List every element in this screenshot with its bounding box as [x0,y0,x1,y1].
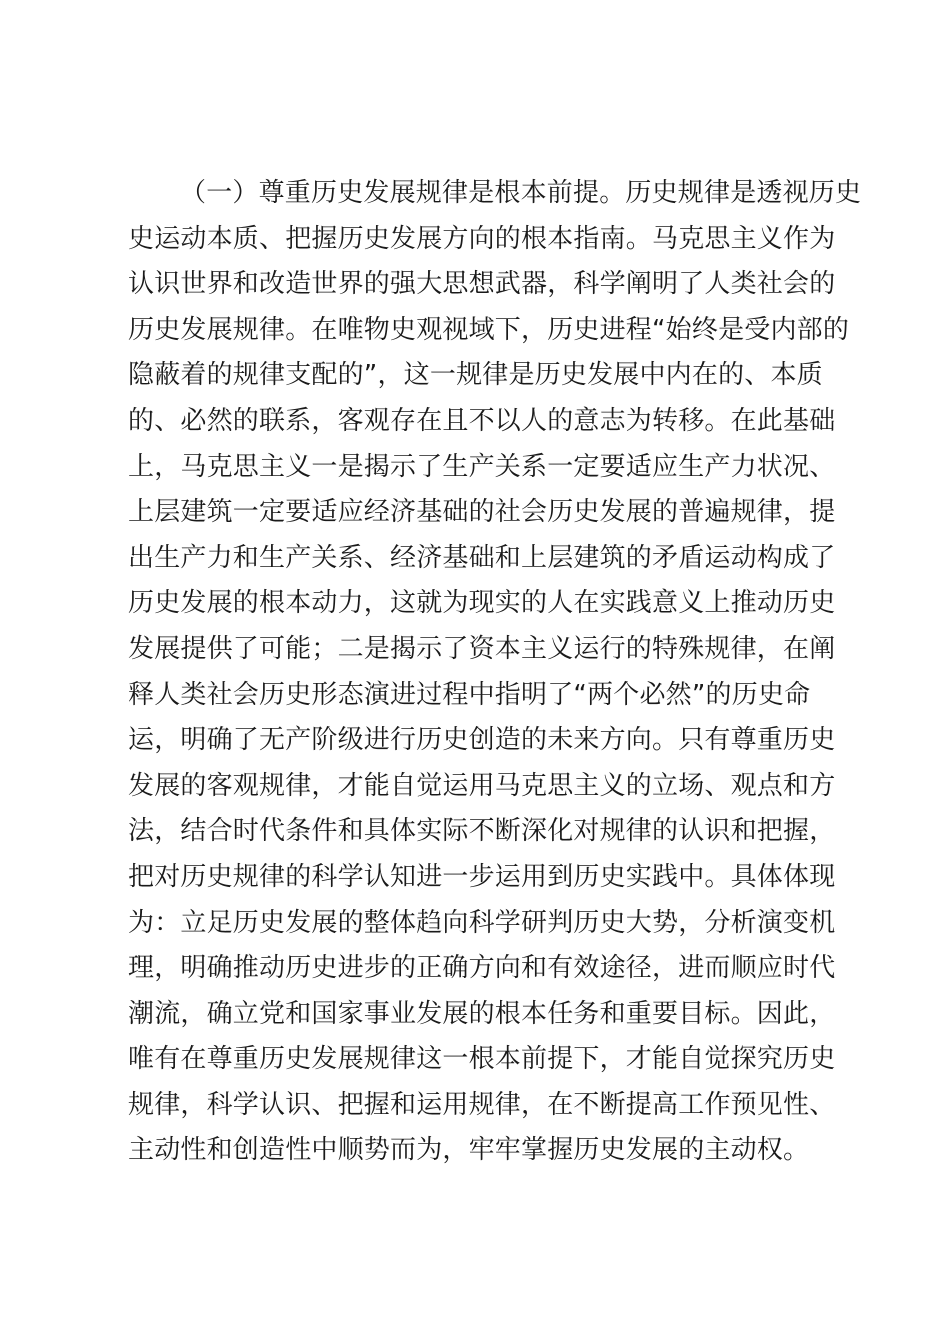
paragraph-line: 法，结合时代条件和具体实际不断深化对规律的认识和把握， [128,816,836,847]
paragraph-line: 释人类社会历史形态演进过程中指明了“两个必然”的历史命 [128,679,811,710]
paragraph-line: 发展的客观规律，才能自觉运用马克思主义的立场、观点和方 [128,770,836,801]
paragraph-line: 历史发展的根本动力，这就为现实的人在实践意义上推动历史 [128,588,836,619]
paragraph-line: （一）尊重历史发展规律是根本前提。历史规律是透视历史 [180,178,862,208]
paragraph-line: 运，明确了无产阶级进行历史创造的未来方向。只有尊重历史 [128,725,836,756]
paragraph-line: 史运动本质、把握历史发展方向的根本指南。马克思主义作为 [128,223,836,254]
paragraph-line: 把对历史规律的科学认知进一步运用到历史实践中。具体体现 [128,861,836,892]
paragraph-line: 的、必然的联系，客观存在且不以人的意志为转移。在此基础 [128,405,836,436]
paragraph-line: 历史发展规律。在唯物史观视域下，历史进程“始终是受内部的 [128,314,850,345]
paragraph-line: 出生产力和生产关系、经济基础和上层建筑的矛盾运动构成了 [128,542,836,573]
paragraph-line: 认识世界和改造世界的强大思想武器，科学阐明了人类社会的 [128,269,836,300]
paragraph-line: 规律，科学认识、把握和运用规律，在不断提高工作预见性、 [128,1089,836,1120]
paragraph-line: 上层建筑一定要适应经济基础的社会历史发展的普遍规律，提 [128,497,836,528]
paragraph-line: 唯有在尊重历史发展规律这一根本前提下，才能自觉探究历史 [128,1044,836,1075]
paragraph-line: 发展提供了可能；二是揭示了资本主义运行的特殊规律，在阐 [128,633,836,664]
paragraph-line: 主动性和创造性中顺势而为，牢牢掌握历史发展的主动权。 [128,1135,810,1166]
paragraph-line: 理，明确推动历史进步的正确方向和有效途径，进而顺应时代 [128,953,836,984]
paragraph-line: 隐蔽着的规律支配的”，这一规律是历史发展中内在的、本质 [128,360,823,391]
paragraph-line: 潮流，确立党和国家事业发展的根本任务和重要目标。因此， [128,998,836,1029]
paragraph-line: 上，马克思主义一是揭示了生产关系一定要适应生产力状况、 [128,451,836,482]
body-paragraph [128,171,862,1174]
paragraph-line: 为：立足历史发展的整体趋向科学研判历史大势，分析演变机 [128,907,836,938]
